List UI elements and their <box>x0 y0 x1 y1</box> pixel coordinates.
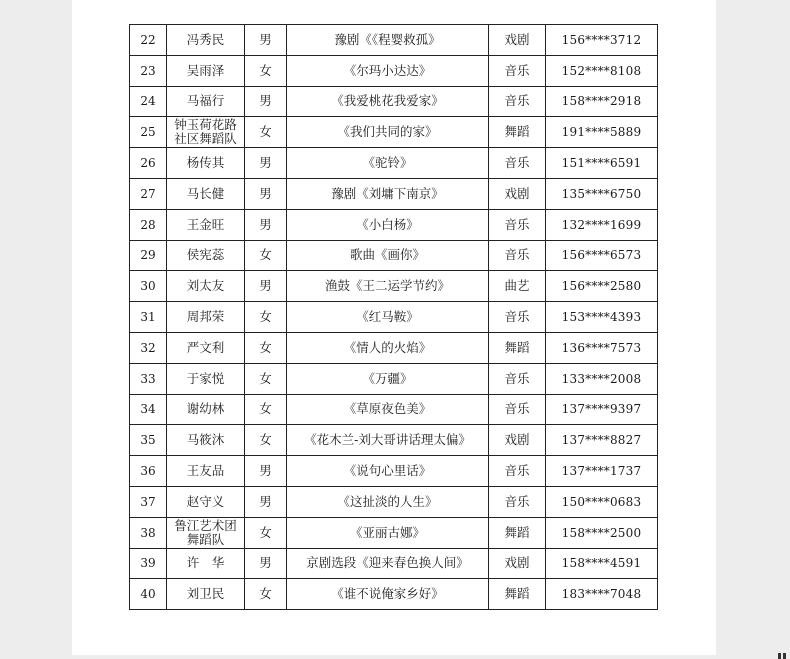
program-title-cell: 《尔玛小达达》 <box>287 55 489 86</box>
program-category-cell: 音乐 <box>489 55 546 86</box>
program-title-cell: 《花木兰-刘大哥讲话理太偏》 <box>287 425 489 456</box>
contact-phone-cell: 132****1699 <box>546 209 658 240</box>
performer-gender-cell: 男 <box>245 86 287 117</box>
performer-gender-cell: 女 <box>245 579 287 610</box>
program-category-cell: 戏剧 <box>489 425 546 456</box>
performer-name-cell: 王金旺 <box>167 209 245 240</box>
program-category-cell: 音乐 <box>489 486 546 517</box>
program-title-cell: 《情人的火焰》 <box>287 332 489 363</box>
program-category-cell: 舞蹈 <box>489 117 546 148</box>
program-title-cell: 《这扯淡的人生》 <box>287 486 489 517</box>
program-title-cell: 《万疆》 <box>287 363 489 394</box>
table-row <box>130 548 658 579</box>
row-number-cell: 24 <box>130 86 167 117</box>
performer-gender-cell: 女 <box>245 425 287 456</box>
performer-name-cell: 谢幼林 <box>167 394 245 425</box>
program-category-cell: 音乐 <box>489 302 546 333</box>
program-title-cell: 豫剧《刘墉下南京》 <box>287 178 489 209</box>
table-row <box>130 579 658 610</box>
performer-gender-cell: 女 <box>245 302 287 333</box>
table-row <box>130 117 658 148</box>
performer-gender-cell: 男 <box>245 456 287 487</box>
program-title-cell: 豫剧《《程婴救孤》 <box>287 25 489 56</box>
program-category-cell: 戏剧 <box>489 178 546 209</box>
performer-gender-cell: 男 <box>245 209 287 240</box>
performer-table <box>129 24 658 610</box>
performer-name-cell: 吴雨泽 <box>167 55 245 86</box>
program-category-cell: 舞蹈 <box>489 517 546 548</box>
contact-phone-cell: 135****6750 <box>546 178 658 209</box>
performer-name-cell: 冯秀民 <box>167 25 245 56</box>
table-row <box>130 363 658 394</box>
table-row <box>130 25 658 56</box>
performer-name-cell: 周邦荣 <box>167 302 245 333</box>
performer-gender-cell: 女 <box>245 363 287 394</box>
contact-phone-cell: 136****7573 <box>546 332 658 363</box>
performer-gender-cell: 男 <box>245 178 287 209</box>
program-category-cell: 音乐 <box>489 86 546 117</box>
table-row <box>130 271 658 302</box>
performer-name-cell: 马长健 <box>167 178 245 209</box>
performer-name-cell: 刘太友 <box>167 271 245 302</box>
performer-name-cell: 王友品 <box>167 456 245 487</box>
program-title-cell: 京剧选段《迎来春色换人间》 <box>287 548 489 579</box>
performer-gender-cell: 男 <box>245 148 287 179</box>
program-category-cell: 音乐 <box>489 240 546 271</box>
row-number-cell: 29 <box>130 240 167 271</box>
program-category-cell: 音乐 <box>489 209 546 240</box>
program-title-cell: 《小白杨》 <box>287 209 489 240</box>
performer-name-cell: 杨传其 <box>167 148 245 179</box>
table-row <box>130 302 658 333</box>
program-category-cell: 戏剧 <box>489 548 546 579</box>
program-title-cell: 《驼铃》 <box>287 148 489 179</box>
contact-phone-cell: 158****2918 <box>546 86 658 117</box>
row-number-cell: 35 <box>130 425 167 456</box>
contact-phone-cell: 150****0683 <box>546 486 658 517</box>
program-category-cell: 戏剧 <box>489 25 546 56</box>
performer-name-cell: 赵守义 <box>167 486 245 517</box>
performer-name-cell: 于家悦 <box>167 363 245 394</box>
table-row <box>130 148 658 179</box>
program-title-cell: 《亚丽古娜》 <box>287 517 489 548</box>
program-category-cell: 音乐 <box>489 456 546 487</box>
row-number-cell: 40 <box>130 579 167 610</box>
contact-phone-cell: 156****6573 <box>546 240 658 271</box>
performer-gender-cell: 男 <box>245 271 287 302</box>
program-category-cell: 音乐 <box>489 148 546 179</box>
performer-name-cell: 鲁江艺术团 舞蹈队 <box>167 517 245 548</box>
program-title-cell: 《草原夜色美》 <box>287 394 489 425</box>
row-number-cell: 23 <box>130 55 167 86</box>
program-title-cell: 渔鼓《王二运学节约》 <box>287 271 489 302</box>
performer-name-cell: 刘卫民 <box>167 579 245 610</box>
program-title-cell: 《我爱桃花我爱家》 <box>287 86 489 117</box>
table-row <box>130 209 658 240</box>
table-row <box>130 456 658 487</box>
contact-phone-cell: 151****6591 <box>546 148 658 179</box>
program-category-cell: 音乐 <box>489 363 546 394</box>
contact-phone-cell: 156****3712 <box>546 25 658 56</box>
table-row <box>130 240 658 271</box>
table-row <box>130 55 658 86</box>
program-title-cell: 《说句心里话》 <box>287 456 489 487</box>
row-number-cell: 22 <box>130 25 167 56</box>
table-row <box>130 486 658 517</box>
contact-phone-cell: 191****5889 <box>546 117 658 148</box>
table-row <box>130 332 658 363</box>
table-row <box>130 517 658 548</box>
program-category-cell: 舞蹈 <box>489 579 546 610</box>
table-row <box>130 178 658 209</box>
row-number-cell: 31 <box>130 302 167 333</box>
row-number-cell: 26 <box>130 148 167 179</box>
table-row <box>130 394 658 425</box>
performer-gender-cell: 男 <box>245 548 287 579</box>
performer-name-cell: 钟玉荷花路 社区舞蹈队 <box>167 117 245 148</box>
row-number-cell: 33 <box>130 363 167 394</box>
performer-gender-cell: 男 <box>245 486 287 517</box>
row-number-cell: 25 <box>130 117 167 148</box>
document-page <box>72 0 716 655</box>
contact-phone-cell: 137****8827 <box>546 425 658 456</box>
contact-phone-cell: 158****4591 <box>546 548 658 579</box>
performer-gender-cell: 女 <box>245 332 287 363</box>
contact-phone-cell: 153****4393 <box>546 302 658 333</box>
corner-mark-icon <box>778 653 790 659</box>
row-number-cell: 39 <box>130 548 167 579</box>
performer-gender-cell: 女 <box>245 117 287 148</box>
program-title-cell: 《红马鞍》 <box>287 302 489 333</box>
performer-gender-cell: 女 <box>245 517 287 548</box>
table-row <box>130 425 658 456</box>
performer-name-cell: 马筱沐 <box>167 425 245 456</box>
program-category-cell: 音乐 <box>489 394 546 425</box>
performer-name-cell: 马福行 <box>167 86 245 117</box>
performer-name-cell: 许 华 <box>167 548 245 579</box>
contact-phone-cell: 152****8108 <box>546 55 658 86</box>
contact-phone-cell: 137****1737 <box>546 456 658 487</box>
row-number-cell: 27 <box>130 178 167 209</box>
performer-gender-cell: 女 <box>245 394 287 425</box>
table-row <box>130 86 658 117</box>
performer-gender-cell: 女 <box>245 240 287 271</box>
row-number-cell: 32 <box>130 332 167 363</box>
contact-phone-cell: 183****7048 <box>546 579 658 610</box>
row-number-cell: 30 <box>130 271 167 302</box>
contact-phone-cell: 133****2008 <box>546 363 658 394</box>
contact-phone-cell: 156****2580 <box>546 271 658 302</box>
performer-gender-cell: 男 <box>245 25 287 56</box>
program-title-cell: 《我们共同的家》 <box>287 117 489 148</box>
row-number-cell: 36 <box>130 456 167 487</box>
program-category-cell: 曲艺 <box>489 271 546 302</box>
contact-phone-cell: 137****9397 <box>546 394 658 425</box>
row-number-cell: 38 <box>130 517 167 548</box>
performer-name-cell: 严文利 <box>167 332 245 363</box>
performer-table-body <box>130 25 658 610</box>
program-category-cell: 舞蹈 <box>489 332 546 363</box>
performer-name-cell: 侯宪蕊 <box>167 240 245 271</box>
row-number-cell: 28 <box>130 209 167 240</box>
row-number-cell: 34 <box>130 394 167 425</box>
row-number-cell: 37 <box>130 486 167 517</box>
program-title-cell: 歌曲《画你》 <box>287 240 489 271</box>
performer-gender-cell: 女 <box>245 55 287 86</box>
contact-phone-cell: 158****2500 <box>546 517 658 548</box>
program-title-cell: 《谁不说俺家乡好》 <box>287 579 489 610</box>
